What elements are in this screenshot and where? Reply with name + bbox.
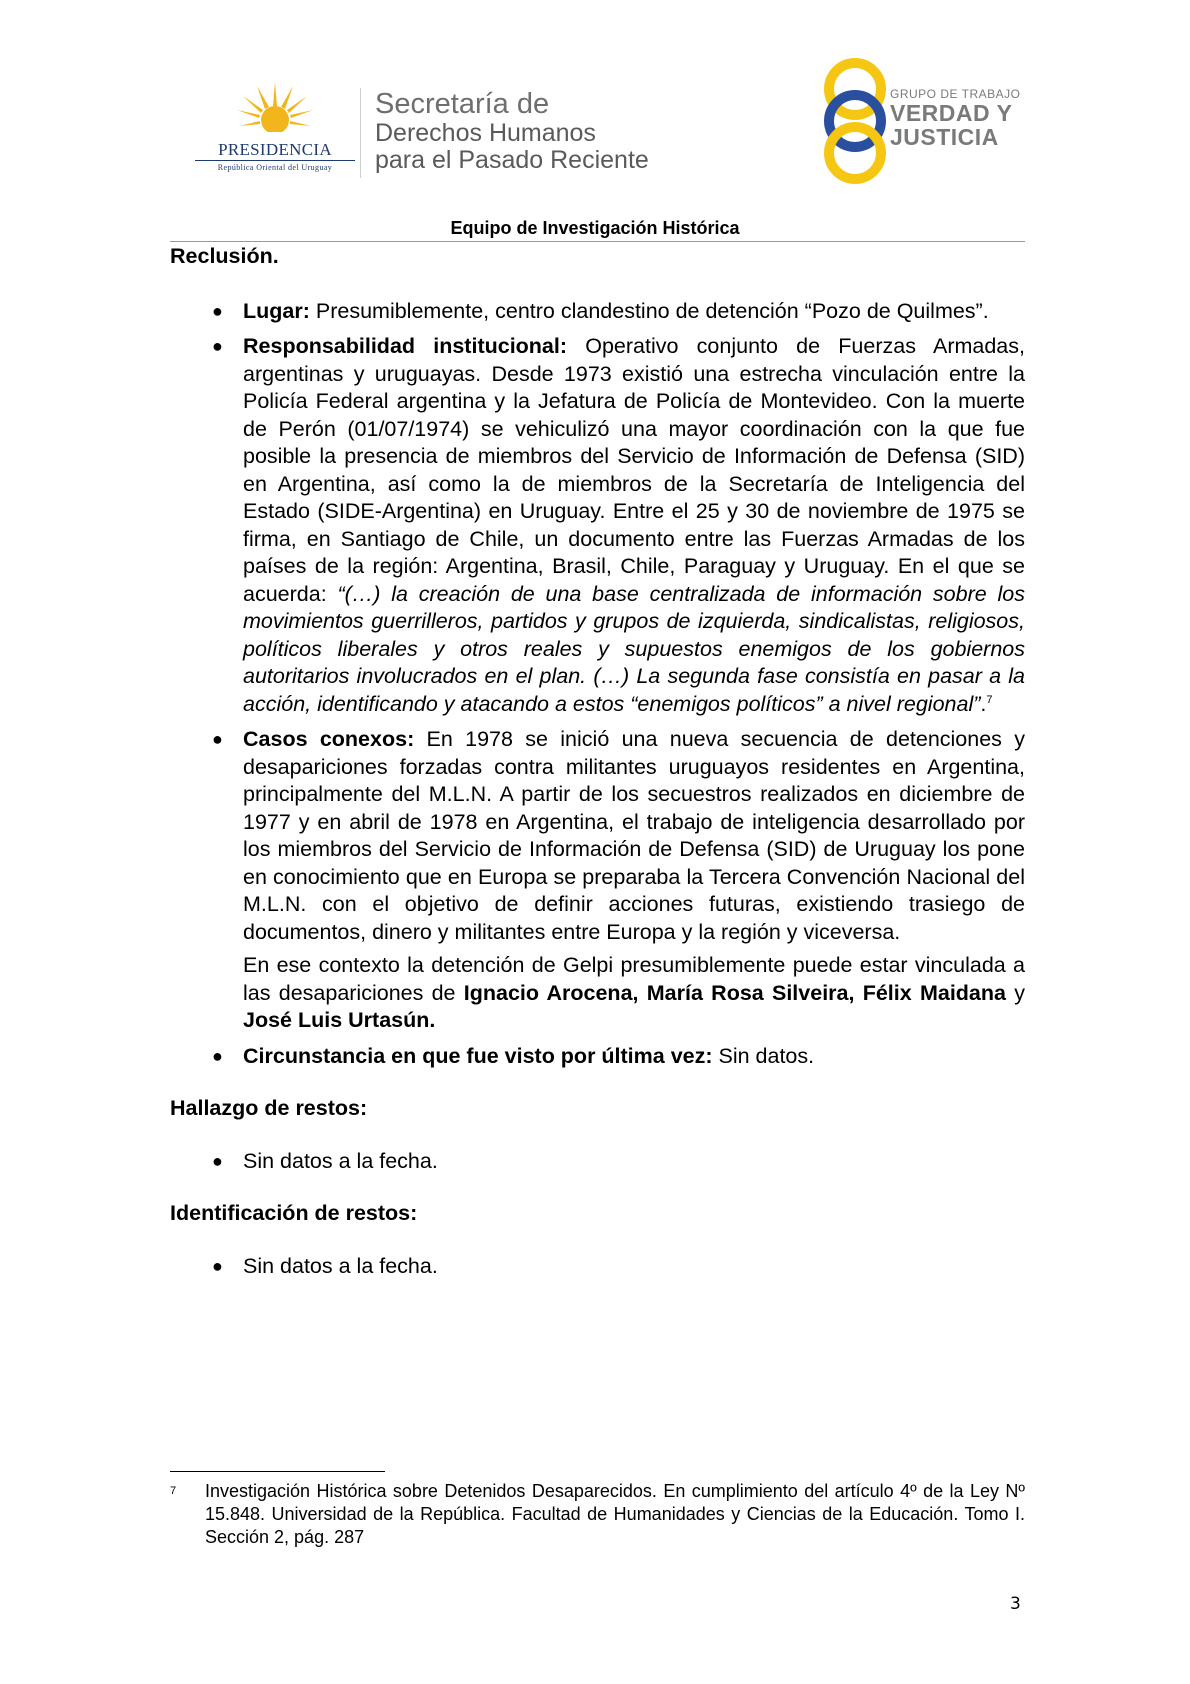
secretaria-logo-text xyxy=(375,88,649,174)
vyj-subtitle: GRUPO DE TRABAJO xyxy=(890,87,1021,101)
bullet-icon: ● xyxy=(212,729,223,749)
list-item-responsabilidad xyxy=(170,333,1025,718)
page-number: 3 xyxy=(1010,1594,1021,1614)
bullet-icon: ● xyxy=(212,1150,223,1171)
responsabilidad-label: Responsabilidad institucional: xyxy=(243,334,568,358)
identificacion-text: Sin datos a la fecha. xyxy=(243,1253,438,1278)
sun-icon xyxy=(235,80,315,138)
footnote-rule xyxy=(170,1471,385,1472)
team-heading: Equipo de Investigación Histórica xyxy=(450,218,740,238)
verdad-justicia-text xyxy=(890,87,1020,149)
secretaria-line-2: Derechos Humanos xyxy=(375,119,596,147)
responsabilidad-end: . xyxy=(980,691,987,716)
responsabilidad-text: Operativo conjunto de Fuerzas Armadas, argentinas y uruguayas. Desde 1973 existió una estrecha vinculación entre la Policía Federal argentina y la Jefatura de Policía de Montevideo. Con la muerte de Perón (01/07/1974) se vehiculizó una mayor coordinación con la que fue posible la presencia de miembros del Servicio de Información de Defensa (SID) en Argentina, así como la de miembros de la Secretaría de Inteligencia del Estado (SIDE-Argentina) en Uruguay. Entre el 25 y 30 de noviembre de 1975 se firma, en Santiago de Chile, un documento entre las Fuerzas Armadas de los países de la región: Argentina, Brasil, Chile, Paraguay y Uruguay. En el que se acuerda: xyxy=(243,334,1025,606)
reclusion-list-cont xyxy=(170,1043,1025,1071)
verdad-justicia-logo xyxy=(820,55,1030,185)
rings-icon xyxy=(820,55,890,185)
lugar-label: Lugar: xyxy=(243,298,310,323)
footnote-text: Investigación Histórica sobre Detenidos Desaparecidos. En cumplimiento del artículo 4º de la Ley Nº 15.848. Universidad de la República. Facultad de Humanidades y Ciencias de la Educación. Tomo I. Sección 2, pág. 287 xyxy=(205,1481,1025,1547)
responsabilidad-quote: “(…) la creación de una base centralizada de información sobre los movimientos guerrilleros, partidos y grupos de izquierda, sindicalistas, religiosos, políticos liberales y otros reales y supuestos enemigos de los gobiernos autoritarios involucrados en el plan. (…) La segunda fase consistía en pasar a la acción, identificando y atacando a estos “enemigos políticos” a nivel regional” xyxy=(243,581,1025,716)
casos-paragraph-2 xyxy=(170,952,1025,1035)
section-title-hallazgo: Hallazgo de restos: xyxy=(170,1096,368,1120)
presidencia-subtitle: República Oriental del Uruguay xyxy=(217,163,333,172)
bullet-icon: ● xyxy=(212,300,223,321)
document-body xyxy=(170,241,1025,1280)
hallazgo-list xyxy=(170,1148,1025,1176)
casos-label: Casos conexos: xyxy=(243,727,415,751)
casos-para2-text: En ese contexto la detención de Gelpi presumiblemente puede estar vinculada a las desapariciones de xyxy=(243,953,1025,1005)
section-title-identificacion: Identificación de restos: xyxy=(170,1201,418,1225)
casos-and: y xyxy=(1005,980,1025,1005)
identificacion-list xyxy=(170,1253,1025,1281)
presidencia-logo xyxy=(195,80,355,180)
section-title-reclusion: Reclusión. xyxy=(170,244,279,268)
list-item-identificacion xyxy=(170,1253,1025,1281)
bullet-icon: ● xyxy=(212,336,223,356)
list-item-circunstancia xyxy=(170,1043,1025,1071)
list-item-lugar xyxy=(170,298,1025,326)
presidencia-rule xyxy=(195,160,355,161)
bullet-icon: ● xyxy=(212,1045,223,1066)
circunstancia-label: Circunstancia en que fue visto por última vez: xyxy=(243,1043,713,1068)
lugar-text: Presumiblemente, centro clandestino de detención “Pozo de Quilmes”. xyxy=(309,298,989,323)
list-item-hallazgo xyxy=(170,1148,1025,1176)
bullet-icon: ● xyxy=(212,1255,223,1276)
footnote xyxy=(170,1480,1025,1549)
presidencia-name: PRESIDENCIA xyxy=(218,140,332,159)
list-item-casos-conexos xyxy=(170,726,1025,946)
secretaria-line-1: Secretaría de xyxy=(375,88,550,120)
hallazgo-text: Sin datos a la fecha. xyxy=(243,1148,438,1173)
page-header xyxy=(0,0,1190,238)
header-divider xyxy=(360,88,361,178)
secretaria-line-3: para el Pasado Reciente xyxy=(375,146,649,174)
footnote-ref[interactable]: 7 xyxy=(986,693,993,706)
casos-names-2: José Luis Urtasún. xyxy=(243,1008,436,1032)
footnote-number: 7 xyxy=(170,1485,177,1497)
vyj-title-2: JUSTICIA xyxy=(890,124,999,150)
vyj-title-1: VERDAD Y xyxy=(890,100,1013,126)
reclusion-list xyxy=(170,298,1025,947)
circunstancia-text: Sin datos. xyxy=(712,1043,815,1068)
casos-text: En 1978 se inició una nueva secuencia de detenciones y desapariciones forzadas contra militantes uruguayos residentes en Argentina, principalmente del M.L.N. A partir de los secuestros realizados en diciembre de 1977 y en abril de 1978 en Argentina, el trabajo de inteligencia desarrollado por los miembros del Servicio de Información de Defensa (SID) de Uruguay los pone en conocimiento que en Europa se preparaba la Tercera Convención Nacional del M.L.N. con el objetivo de definir acciones futuras, existiendo trasiego de documentos, dinero y militantes entre Europa y la región y viceversa. xyxy=(243,727,1025,944)
casos-names-1: Ignacio Arocena, María Rosa Silveira, Félix Maidana xyxy=(463,980,1006,1005)
